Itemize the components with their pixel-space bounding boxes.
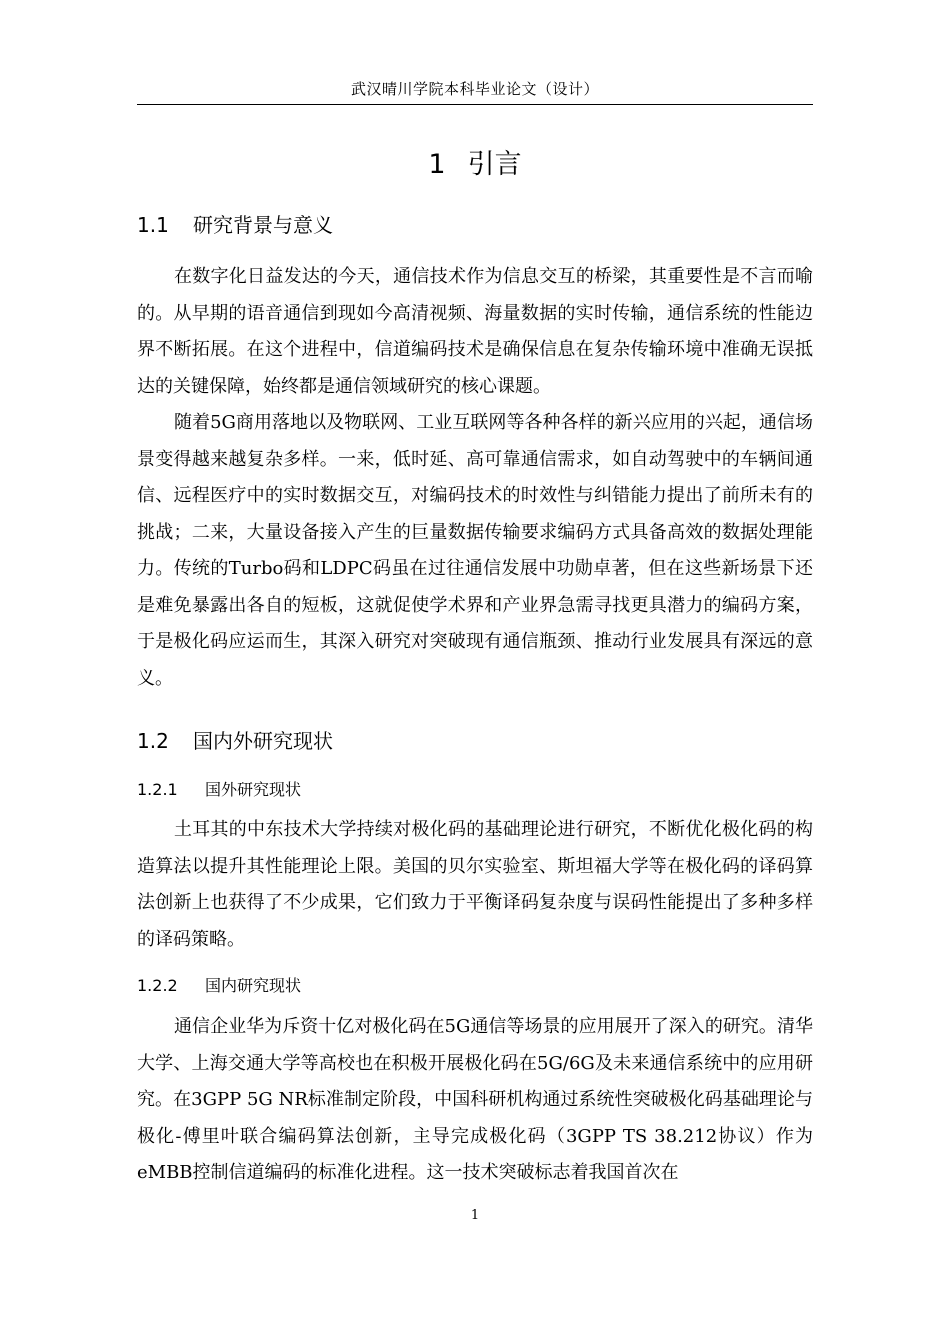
section-heading-1-2 <box>137 725 333 754</box>
paragraph-background-2: 随着5G商用落地以及物联网、工业互联网等各种各样的新兴应用的兴起，通信场景变得越来越复杂多样。一来，低时延、高可靠通信需求，如自动驾驶中的车辆间通信、远程医疗中的实时数据交互，对编码技术的时效性与纠错能力提出了前所未有的挑战；二来，大量设备接入产生的巨量数据传输要求编码方式具备高效的数据处理能力。传统的Turbo码和LDPC码虽在过往通信发展中功勋卓著，但在这些新场景下还是难免暴露出各自的短板，这就促使学术界和产业界急需寻找更具潜力的编码方案，于是极化码应运而生，其深入研究对突破现有通信瓶颈、推动行业发展具有深远的意义。 <box>137 412 813 689</box>
subsection-title: 国外研究现状 <box>205 780 302 799</box>
chapter-name: 引言 <box>467 149 522 180</box>
section-title: 研究背景与意义 <box>193 213 333 237</box>
chapter-number: 1 <box>428 149 446 180</box>
subsection-heading-1-2-2 <box>137 973 301 996</box>
section-title: 国内外研究现状 <box>193 729 333 753</box>
header-rule <box>137 104 813 105</box>
running-header: 武汉晴川学院本科毕业论文（设计） <box>350 80 599 98</box>
chapter-title <box>137 142 813 181</box>
section-heading-1-1 <box>137 209 333 238</box>
page-number: 1 <box>470 1208 480 1223</box>
subsection-title: 国内研究现状 <box>205 976 302 995</box>
subsection-number: 1.2.2 <box>137 976 178 995</box>
subsection-number: 1.2.1 <box>137 780 178 799</box>
section-number: 1.2 <box>137 729 169 753</box>
subsection-heading-1-2-1 <box>137 777 301 800</box>
section-number: 1.1 <box>137 213 169 237</box>
paragraph-domestic-research: 通信企业华为斥资十亿对极化码在5G通信等场景的应用展开了深入的研究。清华大学、上海交通大学等高校也在积极开展极化码在5G/6G及未来通信系统中的应用研究。在3GPP 5G NR标准制定阶段，中国科研机构通过系统性突破极化码基础理论与极化-傅里叶联合编码算法创新，主导完成极化码（3GPP TS 38.212协议）作为eMBB控制信道编码的标准化进程。这一技术突破标志着我国首次在 <box>137 1016 813 1183</box>
paragraph-background-1: 在数字化日益发达的今天，通信技术作为信息交互的桥梁，其重要性是不言而喻的。从早期的语音通信到现如今高清视频、海量数据的实时传输，通信系统的性能边界不断拓展。在这个进程中，信道编码技术是确保信息在复杂传输环境中准确无误抵达的关键保障，始终都是通信领域研究的核心课题。 <box>137 266 813 397</box>
paragraph-foreign-research: 土耳其的中东技术大学持续对极化码的基础理论进行研究，不断优化极化码的构造算法以提升其性能理论上限。美国的贝尔实验室、斯坦福大学等在极化码的译码算法创新上也获得了不少成果，它们致力于平衡译码复杂度与误码性能提出了多种多样的译码策略。 <box>137 819 813 950</box>
